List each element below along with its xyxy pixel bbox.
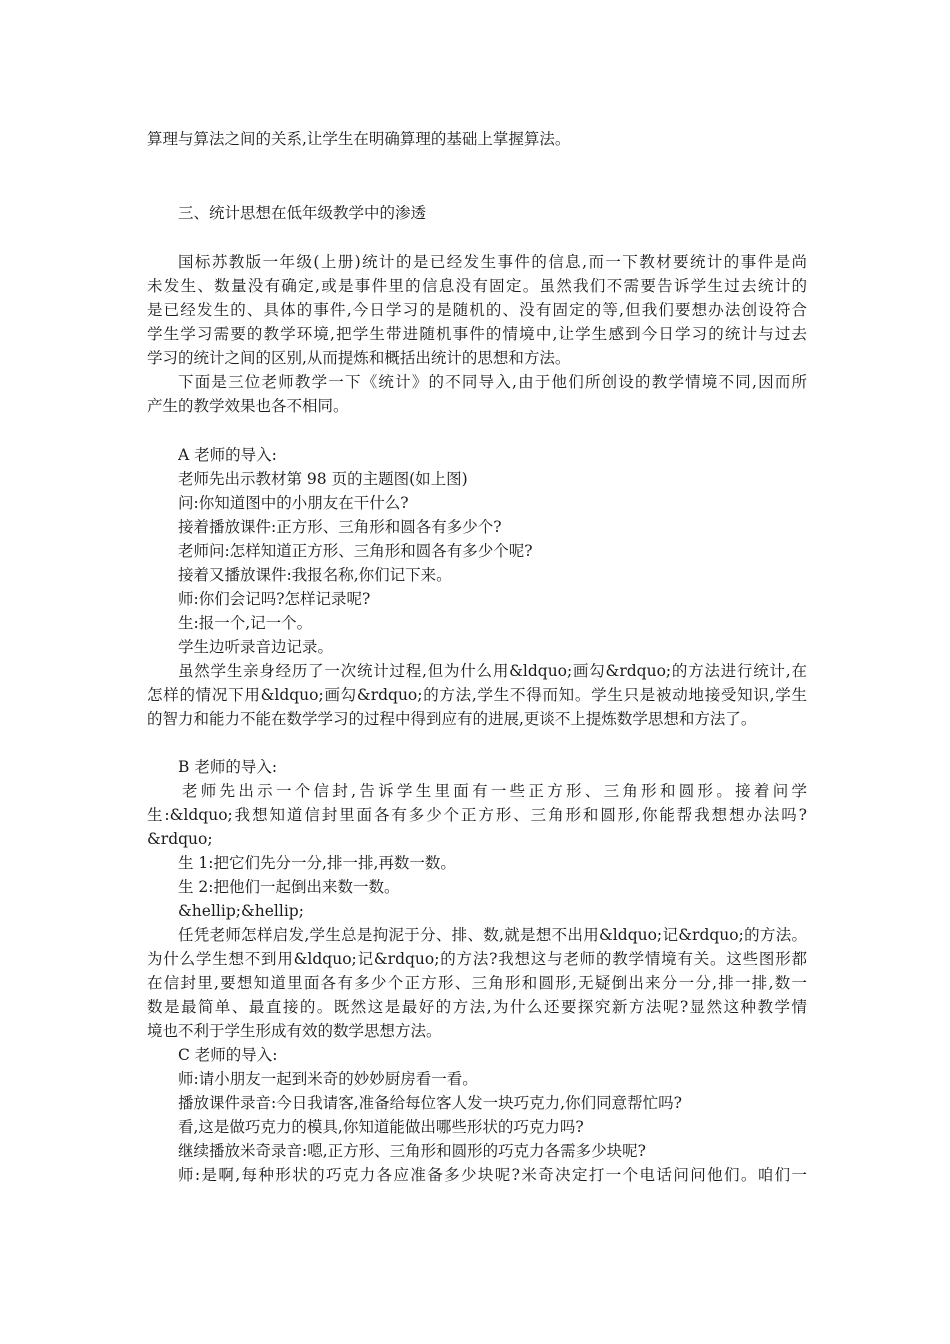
text-line: 接着播放课件:正方形、三角形和圆各有多少个? [178,518,502,536]
text-line: 数是最简单、最直接的。既然这是最好的方法,为什么还要探究新方法呢?显然这种教学情 [147,998,807,1016]
text-line: 未发生、数量没有确定,或是事件里的信息没有固定。虽然我们不需要告诉学生过去统计的 [147,277,807,295]
text-line: 老师先出示一个信封,告诉学生里面有一些正方形、三角形和圆形。接着问学 [182,782,807,800]
text-line: 为什么学生想不到用&ldquo;记&rdquo;的方法?我想这与老师的教学情境有关。这些图形都 [147,950,807,968]
text-line: &hellip;&hellip; [178,902,304,920]
text-line: 生 1:把它们先分一分,排一排,再数一数。 [178,854,456,872]
subheading-c: C 老师的导入: [178,1046,278,1064]
text-line: 播放课件录音:今日我请客,准备给每位客人发一块巧克力,你们同意帮忙吗? [178,1094,682,1112]
text-line: 接着又播放课件:我报名称,你们记下来。 [178,566,452,584]
text-line: 产生的教学效果也各不相同。 [147,397,349,415]
text-line: 怎样的情况下用&ldquo;画勾&rdquo;的方法,学生不得而知。学生只是被动地接受知识,学生 [147,686,807,704]
text-line: 在信封里,要想知道里面各有多少个正方形、三角形和圆形,无疑倒出来分一分,排一排,数一 [147,974,807,992]
text-line: 师:请小朋友一起到米奇的妙妙厨房看一看。 [178,1070,478,1088]
subheading-b: B 老师的导入: [178,758,278,776]
text-line: 下面是三位老师教学一下《统计》的不同导入,由于他们所创设的教学情境不同,因而所 [178,373,807,391]
text-line: 任凭老师怎样启发,学生总是拘泥于分、排、数,就是想不出用&ldquo;记&rdquo;的方法。 [178,926,807,944]
text-line: 继续播放米奇录音:嗯,正方形、三角形和圆形的巧克力各需多少块呢? [178,1142,646,1160]
text-line: 境也不利于学生形成有效的数学思想方法。 [147,1022,442,1040]
text-line: 学生边听录音边记录。 [178,638,334,656]
text-line: 学生学习需要的教学环境,把学生带进随机事件的情境中,让学生感到今日学习的统计与过去 [147,325,807,343]
text-line: 老师问:怎样知道正方形、三角形和圆各有多少个呢? [178,542,533,560]
text-line: 生:&ldquo;我想知道信封里面各有多少个正方形、三角形和圆形,你能帮我想想办法吗? [147,806,807,824]
text-line: 虽然学生亲身经历了一次统计过程,但为什么用&ldquo;画勾&rdquo;的方法进行统计,在 [178,662,807,680]
text-line: 是已经发生的、具体的事件,今日学习的是随机的、没有固定的等,但我们要想办法创设符合 [147,301,807,319]
text-line: 师:你们会记吗?怎样记录呢? [178,590,371,608]
text-line: 国标苏教版一年级(上册)统计的是已经发生事件的信息,而一下教材要统计的事件是尚 [178,253,807,271]
text-line: 学习的统计之间的区别,从而提炼和概括出统计的思想和方法。 [147,349,571,367]
subheading-a: A 老师的导入: [178,446,277,464]
text-line: 的智力和能力不能在数学学习的过程中得到应有的进展,更谈不上提炼数学思想和方法了。 [147,710,757,728]
text-line: 生 2:把他们一起倒出来数一数。 [178,878,400,896]
text-line: 师:是啊,每种形状的巧克力各应准备多少块呢?米奇决定打一个电话问问他们。咱们一 [178,1166,807,1184]
text-line: 看,这是做巧克力的模具,你知道能做出哪些形状的巧克力吗? [178,1118,584,1136]
section-heading: 三、统计思想在低年级教学中的渗透 [178,204,427,222]
text-line: 生:报一个,记一个。 [178,614,313,632]
text-line: 问:你知道图中的小朋友在干什么? [178,494,409,512]
text-line: 算理与算法之间的关系,让学生在明确算理的基础上掌握算法。 [147,130,571,148]
text-line: 老师先出示教材第 98 页的主题图(如上图) [178,470,468,488]
text-line: &rdquo; [147,830,213,848]
